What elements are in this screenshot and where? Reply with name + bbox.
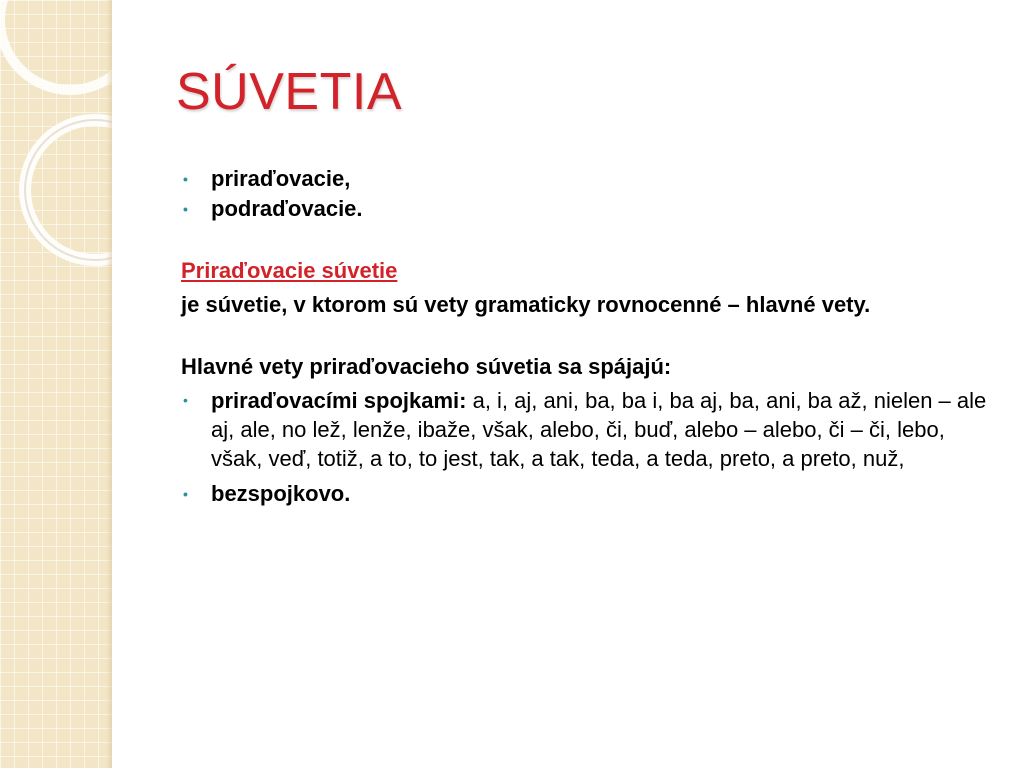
slide-content [181,164,996,509]
bullet-icon: • [183,201,188,217]
slide-title: SÚVETIA [176,63,402,121]
list-item-bold-label: priraďovacími spojkami: [211,388,467,413]
list-item-text: priraďovacie, [211,166,351,191]
decorative-circles [0,0,112,768]
list-item-bold-label: bezspojkovo. [211,481,351,506]
subheading: Priraďovacie súvetie [181,258,398,283]
definition-text: je súvetie, v ktorom sú vety gramaticky rovnocenné – hlavné vety. [181,292,871,317]
list-item [181,164,996,194]
bullet-icon: • [183,392,188,408]
list-item-text: a, i, aj, ani, ba, ba i, ba aj, ba, ani, ba až, nielen – ale aj, ale, no lež, lenže, ibaže, však, alebo, či, buď, alebo – alebo, či – či, lebo, však, veď, totiž, a to, to jest, tak, a tak, teda, a teda, preto, a preto, nuž, [211,388,987,471]
decorative-side-band [0,0,112,768]
list-item [181,386,996,473]
list-item [181,194,996,224]
list-item-text: podraďovacie. [211,196,363,221]
list-item [181,479,996,509]
section-heading: Hlavné vety priraďovacieho súvetia sa spájajú: [181,354,672,379]
bullet-icon: • [183,486,188,502]
bullet-icon: • [183,171,188,187]
